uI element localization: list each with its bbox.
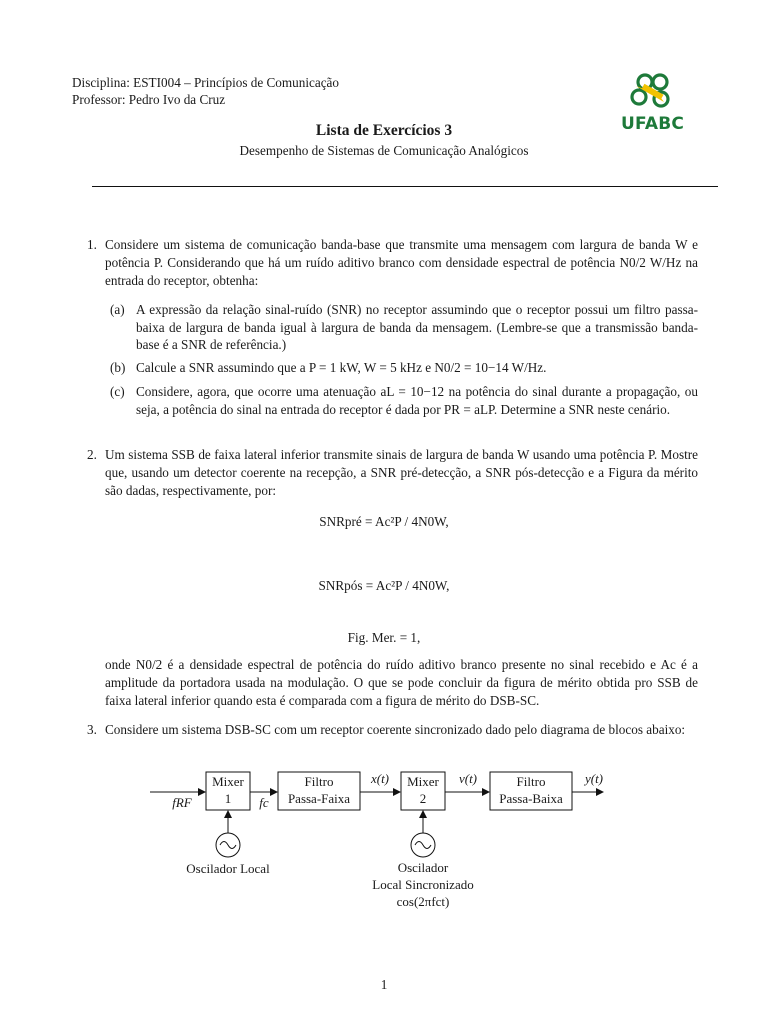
professor-line: Professor: Pedro Ivo da Cruz — [72, 92, 226, 107]
mixer-2-label-line2: 2 — [419, 791, 427, 806]
item-label: (b) — [110, 360, 126, 375]
x-signal-label: x(t) — [370, 771, 390, 786]
page-number: 1 — [380, 977, 388, 992]
v-signal-label: v(t) — [458, 771, 478, 786]
bandpass-filter-label-line1: Filtro — [304, 774, 334, 789]
item-text: Calcule a SNR assumindo que a P = 1 kW, W = 5 kHz e N0/2 = 10−14 W/Hz. — [136, 360, 547, 375]
lowpass-filter-label-line2: Passa-Baixa — [499, 791, 563, 806]
mixer-2-label-line1: Mixer — [407, 774, 439, 789]
bandpass-filter-label-line2: Passa-Faixa — [287, 791, 351, 806]
oscillator-2-label-line2: Local Sincronizado — [372, 877, 474, 892]
sine-icon — [220, 842, 236, 849]
fc-label: fc — [259, 795, 269, 810]
equation-snr-pos: SNRpós = Ac²P / 4N0W, — [318, 578, 450, 593]
question-text: Um sistema SSB de faixa lateral inferior transmite sinais de largura de banda W usando uma potência P. Mostre que, usando um detector coerente na recepção, a SNR pré-detecção, a SNR pós-detecção e a Figura da mérito são dadas, respectivamente, por: — [105, 447, 698, 498]
lowpass-filter-label-line1: Filtro — [516, 774, 546, 789]
bandpass-filter-label — [278, 773, 360, 807]
sine-icon — [415, 842, 431, 849]
y-signal-label: y(t) — [584, 771, 604, 786]
course-line: Disciplina: ESTI004 – Princípios de Comunicação — [72, 75, 340, 90]
question-text: Considere um sistema DSB-SC com um receptor coerente sincronizado dado pelo diagrama de blocos abaixo: — [105, 722, 686, 737]
lowpass-filter-label — [490, 773, 572, 807]
mixer-1-label — [206, 773, 250, 807]
oscillator-2-label-line1: Oscilador — [397, 860, 449, 875]
mixer-2-label — [401, 773, 445, 807]
question-text: onde N0/2 é a densidade espectral de potência do ruído aditivo branco presente no sinal recebido e Ac é a amplitude da portadora usada na modulação. O que se pode concluir da figura de mérito obtida pro SSB de faixa lateral inferior quando esta é comparada com a figura de mérito do DSB-SC. — [105, 657, 698, 708]
logo-text: UFABC — [621, 114, 685, 134]
question-number: 2. — [87, 447, 97, 462]
mixer-1-label-line2: 1 — [224, 791, 232, 806]
item-text: A expressão da relação sinal-ruído (SNR) no receptor assumindo que o receptor possui um filtro passa-baixa de largura de banda igual à largura de banda da mensagem. (Lembre-se que a transmissão banda-base é a SNR de referência.) — [136, 302, 698, 352]
oscillator-1-label: Oscilador Local — [186, 861, 270, 876]
question-number: 1. — [87, 237, 97, 252]
equation-fig-mer: Fig. Mer. = 1, — [347, 630, 421, 645]
equation-snr-pre: SNRpré = Ac²P / 4N0W, — [319, 514, 449, 529]
input-signal-label: fRF — [172, 795, 192, 810]
page-subtitle: Desempenho de Sistemas de Comunicação Analógicos — [239, 143, 529, 158]
page-title: Lista de Exercícios 3 — [315, 122, 453, 139]
item-text: Considere, agora, que ocorre uma atenuação aL = 10−12 na potência do sinal durante a propagação, ou seja, a potência do sinal na entrada do receptor é dada por PR = aLP. Determine a SNR neste cenário. — [136, 384, 698, 417]
oscillator-2-formula: cos(2πfct) — [396, 894, 450, 909]
item-label: (a) — [110, 302, 125, 317]
question-text: Considere um sistema de comunicação banda-base que transmite uma mensagem com largura de banda W e potência P. Considerando que há um ruído aditivo branco com densidade espectral de potência N0/2 W/Hz na entrada do receptor, obtenha: — [105, 237, 698, 288]
oscillator-2-label — [353, 859, 493, 910]
question-number: 3. — [87, 722, 97, 737]
item-label: (c) — [110, 384, 125, 399]
mixer-1-label-line1: Mixer — [212, 774, 244, 789]
